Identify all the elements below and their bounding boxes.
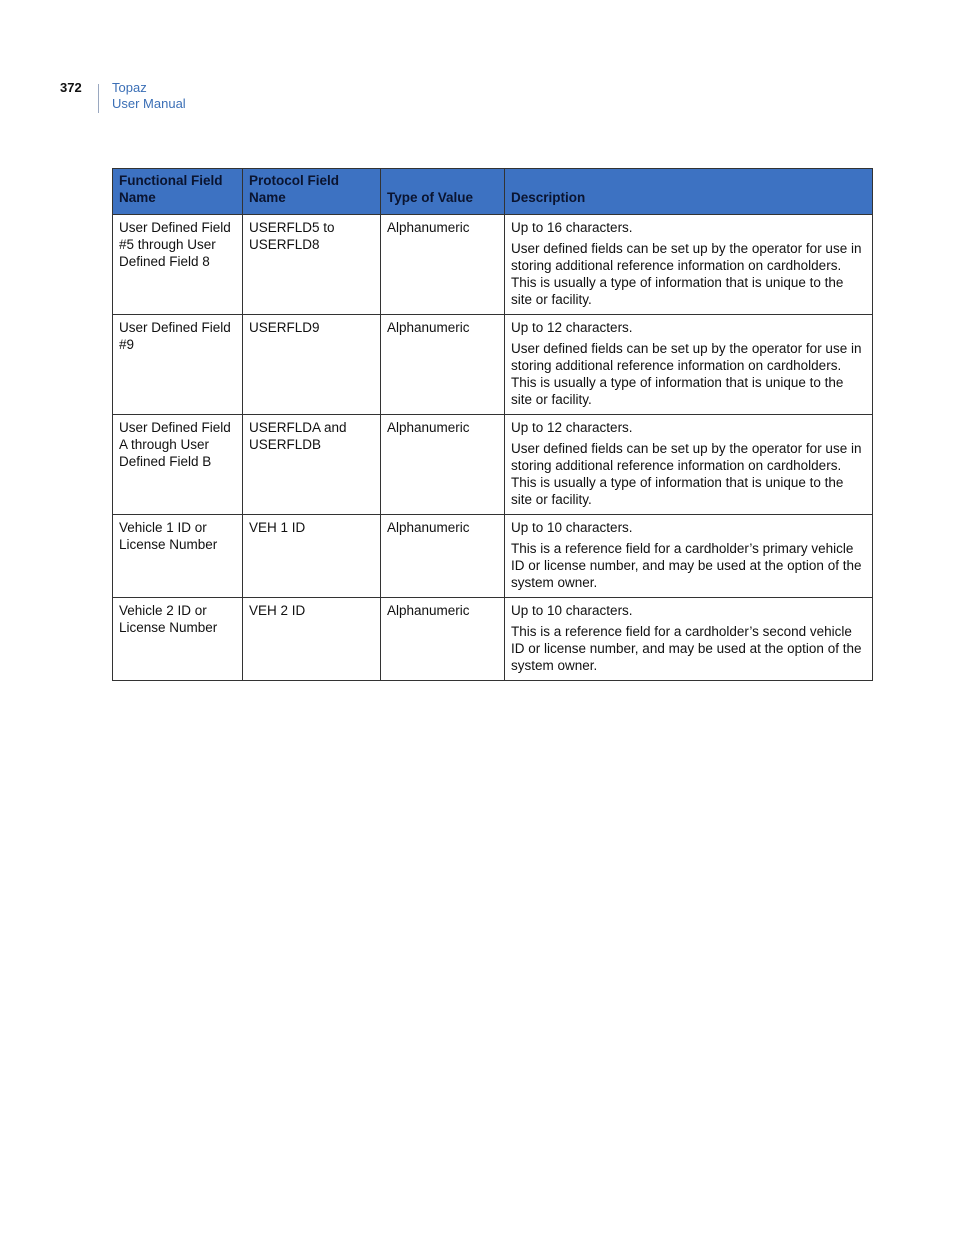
field-definitions-table [112, 168, 873, 681]
description-text: User defined fields can be set up by the operator for use in storing additional reference information on cardholders. This is usually a type of information that is unique to the site or facility. [511, 241, 862, 307]
protocol-field-name-cell: USERFLD9 [243, 315, 381, 415]
column-header-description: Description [505, 169, 873, 215]
header-row [113, 169, 873, 215]
functional-field-name-cell: User Defined Field #5 through User Defined Field 8 [113, 215, 243, 315]
column-header-protocol-field-name: Protocol Field Name [243, 169, 381, 215]
type-of-value-cell: Alphanumeric [381, 515, 505, 598]
page-header [0, 80, 954, 120]
type-of-value-cell: Alphanumeric [381, 315, 505, 415]
description-text: This is a reference field for a cardholder’s primary vehicle ID or license number, and may be used at the option of the system owner. [511, 541, 862, 590]
document-subtitle: User Manual [112, 96, 186, 111]
functional-field-name-cell: User Defined Field A through User Defined Field B [113, 415, 243, 515]
protocol-field-name-cell: USERFLDA and USERFLDB [243, 415, 381, 515]
description-limit: Up to 16 characters. [511, 220, 633, 235]
type-of-value-cell: Alphanumeric [381, 415, 505, 515]
description-cell [505, 598, 873, 681]
description-text: User defined fields can be set up by the operator for use in storing additional reference information on cardholders. This is usually a type of information that is unique to the site or facility. [511, 341, 862, 407]
description-limit: Up to 12 characters. [511, 420, 633, 435]
page-number: 372 [60, 80, 82, 95]
protocol-field-name-cell: VEH 2 ID [243, 598, 381, 681]
functional-field-name-cell: Vehicle 2 ID or License Number [113, 598, 243, 681]
description-cell [505, 215, 873, 315]
description-text: User defined fields can be set up by the operator for use in storing additional reference information on cardholders. This is usually a type of information that is unique to the site or facility. [511, 441, 862, 507]
description-limit: Up to 10 characters. [511, 520, 633, 535]
protocol-field-name-cell: USERFLD5 to USERFLD8 [243, 215, 381, 315]
column-header-type-of-value: Type of Value [381, 169, 505, 215]
type-of-value-cell: Alphanumeric [381, 215, 505, 315]
description-text: This is a reference field for a cardholder’s second vehicle ID or license number, and may be used at the option of the system owner. [511, 624, 862, 673]
table-row [113, 215, 873, 315]
description-limit: Up to 12 characters. [511, 320, 633, 335]
functional-field-name-cell: Vehicle 1 ID or License Number [113, 515, 243, 598]
description-limit: Up to 10 characters. [511, 603, 633, 618]
description-cell [505, 515, 873, 598]
description-cell [505, 415, 873, 515]
protocol-field-name-cell: VEH 1 ID [243, 515, 381, 598]
table-row [113, 598, 873, 681]
functional-field-name-cell: User Defined Field #9 [113, 315, 243, 415]
table-row [113, 515, 873, 598]
table-body [113, 215, 873, 681]
table-row [113, 415, 873, 515]
description-cell [505, 315, 873, 415]
column-header-functional-field-name: Functional Field Name [113, 169, 243, 215]
header-divider [98, 84, 99, 113]
table-row [113, 315, 873, 415]
document-title: Topaz [112, 80, 147, 95]
type-of-value-cell: Alphanumeric [381, 598, 505, 681]
table-header [113, 169, 873, 215]
